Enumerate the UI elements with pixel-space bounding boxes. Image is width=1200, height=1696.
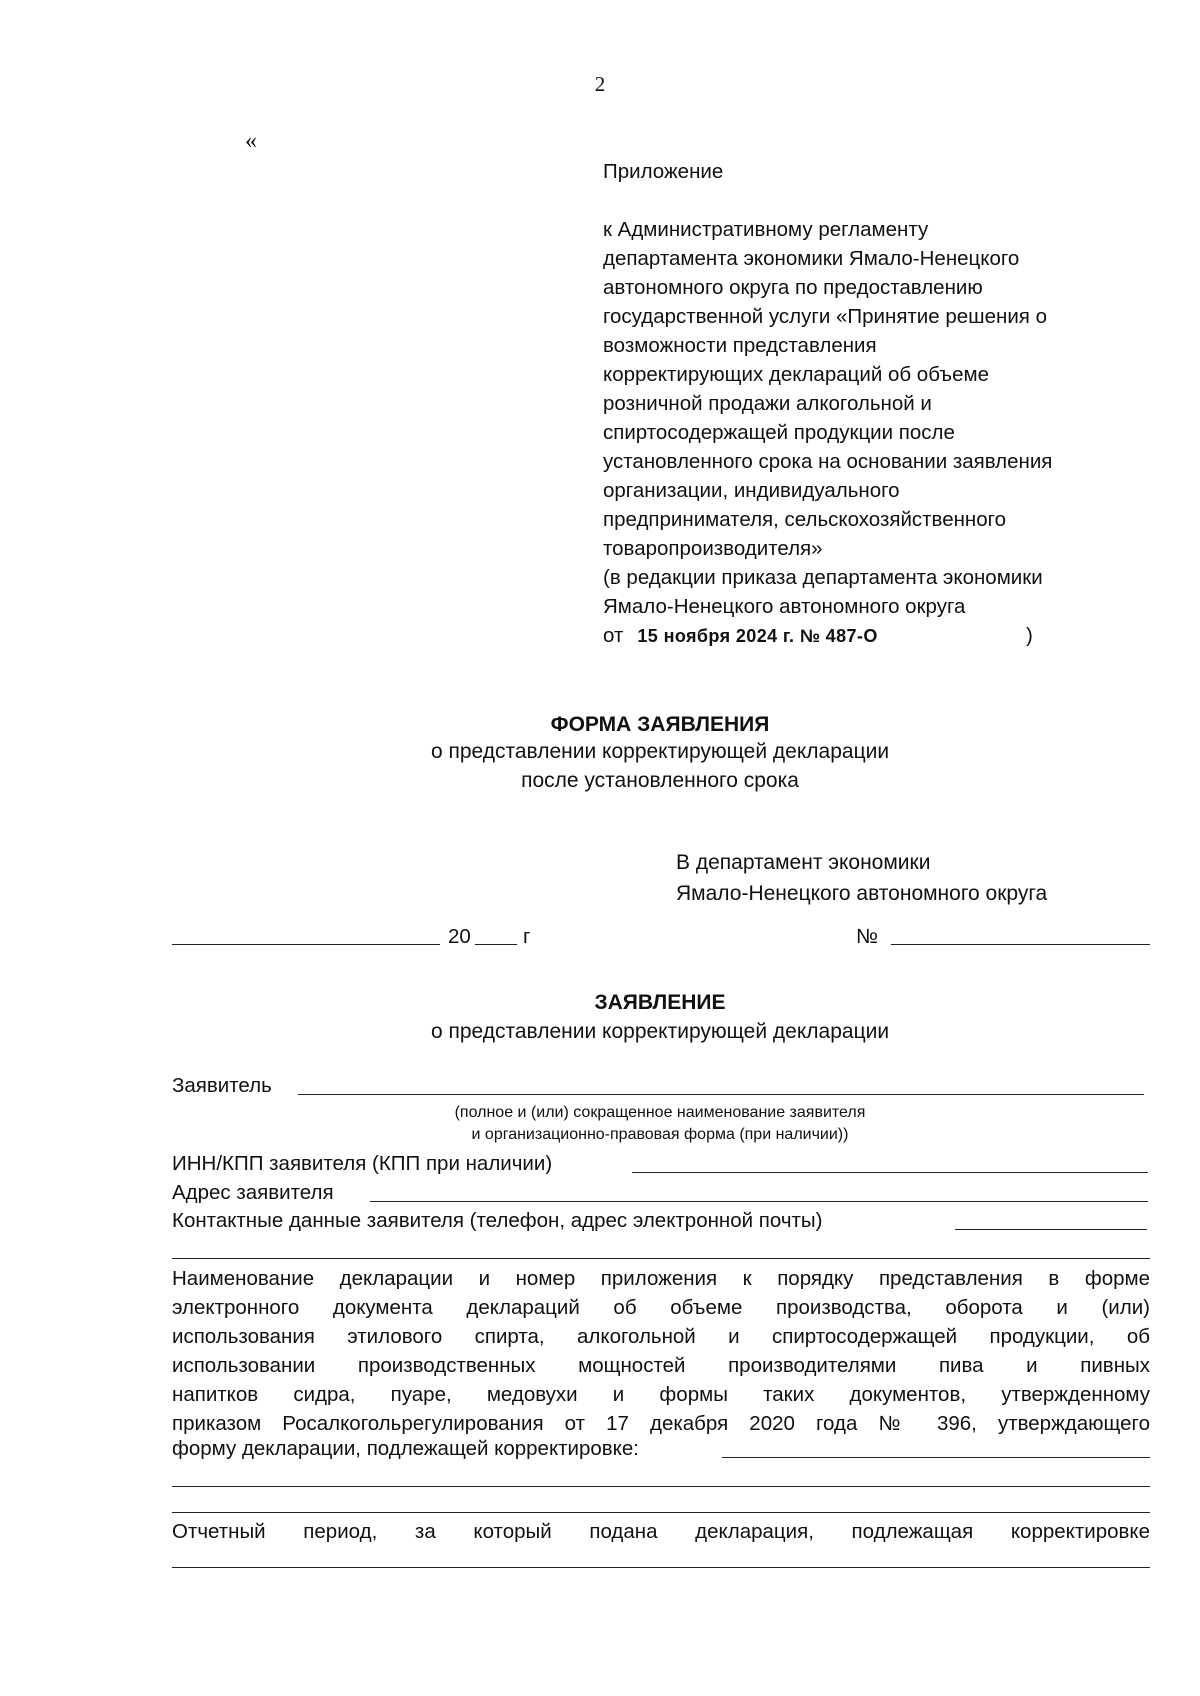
- appendix-line: розничной продажи алкогольной и: [603, 392, 932, 415]
- addressee-line-2: Ямало-Ненецкого автономного округа: [676, 882, 1048, 905]
- year-blank-line[interactable]: [475, 944, 517, 945]
- appendix-line: корректирующих деклараций об объеме: [603, 363, 989, 386]
- appendix-line: автономного округа по предоставлению: [603, 276, 983, 299]
- date-prefix: от: [603, 624, 624, 647]
- form-heading-title: ФОРМА ЗАЯВЛЕНИЯ: [550, 713, 770, 736]
- appendix-title: Приложение: [603, 160, 724, 183]
- opening-quote-mark: «: [245, 128, 257, 154]
- appendix-line: государственной услуги «Принятие решения о: [603, 305, 1047, 328]
- applicant-caption-2: и организационно-правовая форма (при наличии)): [471, 1126, 849, 1143]
- reporting-period-block: [172, 1517, 1150, 1546]
- contacts-blank-line-2[interactable]: [172, 1258, 1150, 1259]
- declaration-blank-line-2[interactable]: [172, 1486, 1150, 1487]
- declaration-paragraph: [172, 1264, 1150, 1438]
- appendix-line: к Административному регламенту: [603, 218, 929, 241]
- reporting-period-blank-line[interactable]: [172, 1567, 1150, 1568]
- addressee-line-1: В департамент экономики: [676, 851, 931, 874]
- applicant-caption-1: (полное и (или) сокращенное наименование заявителя: [454, 1104, 866, 1121]
- statement-title: ЗАЯВЛЕНИЕ: [594, 991, 726, 1014]
- page-number: 2: [594, 72, 606, 96]
- declaration-blank-line-3[interactable]: [172, 1512, 1150, 1513]
- appendix-line: спиртосодержащей продукции после: [603, 421, 955, 444]
- address-blank-line[interactable]: [370, 1201, 1148, 1202]
- inn-label: ИНН/КПП заявителя (КПП при наличии): [172, 1152, 553, 1175]
- declaration-blank-line[interactable]: [722, 1457, 1150, 1458]
- form-heading-line-1: о представлении корректирующей декларации: [430, 740, 890, 763]
- applicant-blank-line[interactable]: [298, 1094, 1144, 1095]
- paragraph-line: использования этилового спирта, алкогольной и спиртосодержащей продукции, об: [172, 1325, 1150, 1348]
- year-suffix: г: [523, 925, 531, 948]
- order-date-line: [603, 621, 1143, 650]
- appendix-line: товаропроизводителя»: [603, 537, 823, 560]
- appendix-line: предпринимателя, сельскохозяйственного: [603, 508, 1007, 531]
- number-label: №: [856, 925, 878, 948]
- appendix-block: [603, 157, 1143, 650]
- paragraph-line: Наименование декларации и номер приложения к порядку представления в форме: [172, 1267, 1150, 1290]
- number-blank-line[interactable]: [891, 944, 1150, 945]
- inn-blank-line[interactable]: [632, 1172, 1148, 1173]
- appendix-line: (в редакции приказа департамента экономики: [603, 566, 1043, 589]
- appendix-line: Ямало-Ненецкого автономного округа: [603, 595, 966, 618]
- paragraph-line: приказом Росалкогольрегулирования от 17 декабря 2020 года № 396, утверждающего: [172, 1412, 1150, 1435]
- declaration-last-line: форму декларации, подлежащей корректировке:: [172, 1437, 639, 1460]
- closing-paren: ): [1026, 624, 1033, 647]
- contacts-blank-line[interactable]: [955, 1229, 1147, 1230]
- applicant-label: Заявитель: [172, 1074, 272, 1097]
- address-label: Адрес заявителя: [172, 1181, 334, 1204]
- paragraph-line: использовании производственных мощностей производителями пива и пивных: [172, 1354, 1150, 1377]
- paragraph-line: электронного документа деклараций об объеме производства, оборота и (или): [172, 1296, 1150, 1319]
- paragraph-line: напитков сидра, пуаре, медовухи и формы таких документов, утвержденному: [172, 1383, 1150, 1406]
- year-prefix: 20: [448, 925, 471, 948]
- appendix-line: возможности представления: [603, 334, 877, 357]
- form-heading-line-2: после установленного срока: [521, 769, 799, 792]
- appendix-line: департамента экономики Ямало-Ненецкого: [603, 247, 1020, 270]
- date-blank-line[interactable]: [172, 944, 440, 945]
- appendix-line: установленного срока на основании заявления: [603, 450, 1053, 473]
- appendix-line: организации, индивидуального: [603, 479, 900, 502]
- statement-subtitle: о представлении корректирующей декларации: [430, 1020, 890, 1043]
- contacts-label: Контактные данные заявителя (телефон, адрес электронной почты): [172, 1209, 823, 1232]
- addressee-block: [676, 847, 1047, 909]
- order-number-stamp: 15 ноября 2024 г. № 487-О: [637, 626, 878, 646]
- reporting-period-line: Отчетный период, за который подана декларация, подлежащая корректировке: [172, 1520, 1150, 1543]
